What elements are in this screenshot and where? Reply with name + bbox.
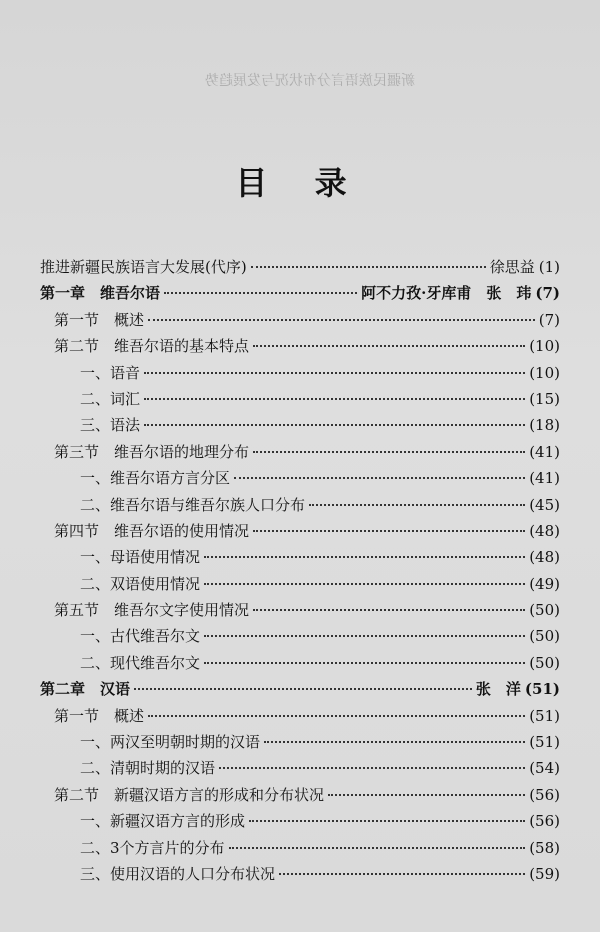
table-of-contents bbox=[40, 254, 560, 887]
dot-leader bbox=[234, 477, 525, 479]
toc-entry-title: 二、清朝时期的汉语 bbox=[80, 759, 216, 778]
toc-entry-author: 徐思益 bbox=[489, 258, 535, 276]
toc-entry-page-number: (56) bbox=[529, 812, 560, 831]
toc-entry-page-number: (18) bbox=[529, 416, 560, 435]
toc-entry-page-number: (50) bbox=[529, 601, 560, 620]
toc-entry-page-number: (41) bbox=[529, 469, 560, 488]
toc-entry bbox=[40, 597, 560, 623]
toc-entry bbox=[40, 518, 560, 544]
toc-entry-page-number: (54) bbox=[529, 759, 560, 778]
toc-entry-title: 第二节 新疆汉语方言的形成和分布状况 bbox=[54, 785, 325, 804]
toc-entry-title: 一、语音 bbox=[80, 363, 141, 382]
toc-entry-author: 阿不力孜·牙库甫 张 玮 bbox=[361, 284, 532, 303]
toc-entry-title: 第一节 概述 bbox=[54, 310, 145, 329]
dot-leader bbox=[144, 398, 525, 400]
toc-entry-page-number: (48) bbox=[529, 548, 560, 567]
toc-entry-title: 三、使用汉语的人口分布状况 bbox=[80, 864, 276, 883]
dot-leader bbox=[204, 583, 525, 585]
toc-entry bbox=[40, 623, 560, 649]
toc-entry-page-number: (48) bbox=[529, 521, 560, 540]
dot-leader bbox=[144, 372, 525, 374]
toc-entry-title: 二、3个方言片的分布 bbox=[80, 838, 225, 857]
dot-leader bbox=[251, 266, 486, 268]
dot-leader bbox=[148, 715, 525, 717]
toc-entry bbox=[40, 703, 560, 729]
toc-entry-title: 第五节 维吾尔文字使用情况 bbox=[54, 601, 250, 620]
toc-entry-page-number: (51) bbox=[529, 706, 560, 725]
toc-entry-title: 三、语法 bbox=[80, 416, 141, 435]
toc-entry bbox=[40, 439, 560, 465]
toc-entry-page-number: (59) bbox=[529, 864, 560, 883]
toc-entry bbox=[40, 360, 560, 386]
toc-entry bbox=[40, 808, 560, 834]
toc-entry-title: 第二节 维吾尔语的基本特点 bbox=[54, 337, 250, 356]
toc-entry-page-number: (51) bbox=[529, 733, 560, 752]
dot-leader bbox=[253, 530, 525, 532]
toc-entry bbox=[40, 861, 560, 887]
page-title: 目 录 bbox=[235, 164, 365, 202]
toc-entry-title: 第一章 维吾尔语 bbox=[40, 284, 161, 303]
toc-entry bbox=[40, 492, 560, 518]
toc-entry bbox=[40, 254, 560, 280]
toc-entry bbox=[40, 412, 560, 438]
dot-leader bbox=[249, 820, 525, 822]
dot-leader bbox=[164, 292, 357, 294]
dot-leader bbox=[204, 662, 525, 664]
dot-leader bbox=[279, 873, 525, 875]
toc-entry bbox=[40, 835, 560, 861]
toc-entry-title: 第三节 维吾尔语的地理分布 bbox=[54, 442, 250, 461]
toc-entry-title: 第一节 概述 bbox=[54, 706, 145, 725]
toc-entry bbox=[40, 333, 560, 359]
dot-leader bbox=[229, 847, 526, 849]
toc-entry-title: 二、双语使用情况 bbox=[80, 574, 201, 593]
toc-entry-title: 一、新疆汉语方言的形成 bbox=[80, 812, 246, 831]
toc-entry bbox=[40, 571, 560, 597]
toc-entry-page-number: (10) bbox=[529, 337, 560, 356]
toc-entry-title: 一、两汉至明朝时期的汉语 bbox=[80, 733, 261, 752]
toc-entry-title: 一、古代维吾尔文 bbox=[80, 627, 201, 646]
dot-leader bbox=[144, 424, 525, 426]
toc-chapter-entry bbox=[40, 676, 560, 702]
bleed-through-running-head: 新疆民族语言分布状况与发展趋势 bbox=[205, 73, 415, 89]
toc-entry-page-number: (41) bbox=[529, 442, 560, 461]
toc-entry-title: 一、母语使用情况 bbox=[80, 548, 201, 567]
toc-entry-title: 二、词汇 bbox=[80, 389, 141, 408]
dot-leader bbox=[134, 688, 472, 690]
toc-entry-title: 一、维吾尔语方言分区 bbox=[80, 469, 231, 488]
dot-leader bbox=[309, 504, 525, 506]
dot-leader bbox=[253, 451, 525, 453]
toc-entry bbox=[40, 465, 560, 491]
toc-entry-title: 第二章 汉语 bbox=[40, 680, 131, 699]
dot-leader bbox=[148, 319, 535, 321]
toc-entry bbox=[40, 386, 560, 412]
toc-entry-page-number: (51) bbox=[524, 680, 560, 699]
toc-entry bbox=[40, 755, 560, 781]
dot-leader bbox=[204, 556, 525, 558]
toc-entry bbox=[40, 729, 560, 755]
toc-entry bbox=[40, 307, 560, 333]
toc-entry-page-number: (10) bbox=[529, 363, 560, 382]
toc-entry-page-number: (1) bbox=[538, 258, 560, 276]
toc-entry-page-number: (50) bbox=[529, 627, 560, 646]
dot-leader bbox=[253, 609, 525, 611]
toc-entry-title: 推进新疆民族语言大发展(代序) bbox=[40, 258, 247, 276]
toc-entry-page-number: (45) bbox=[529, 495, 560, 514]
toc-entry-page-number: (7) bbox=[538, 310, 560, 329]
toc-entry bbox=[40, 544, 560, 570]
toc-entry-page-number: (50) bbox=[529, 653, 560, 672]
toc-entry-title: 二、现代维吾尔文 bbox=[80, 653, 201, 672]
toc-entry-author: 张 洋 bbox=[475, 680, 521, 699]
toc-entry-title: 第四节 维吾尔语的使用情况 bbox=[54, 521, 250, 540]
toc-entry-page-number: (58) bbox=[529, 838, 560, 857]
toc-entry-page-number: (7) bbox=[535, 284, 560, 303]
toc-entry-page-number: (49) bbox=[529, 574, 560, 593]
toc-entry bbox=[40, 782, 560, 808]
dot-leader bbox=[253, 345, 525, 347]
dot-leader bbox=[204, 635, 525, 637]
dot-leader bbox=[219, 767, 525, 769]
dot-leader bbox=[264, 741, 525, 743]
toc-entry-page-number: (56) bbox=[529, 785, 560, 804]
toc-chapter-entry bbox=[40, 280, 560, 306]
toc-entry bbox=[40, 650, 560, 676]
toc-entry-page-number: (15) bbox=[529, 389, 560, 408]
dot-leader bbox=[328, 794, 525, 796]
toc-entry-title: 二、维吾尔语与维吾尔族人口分布 bbox=[80, 495, 306, 514]
